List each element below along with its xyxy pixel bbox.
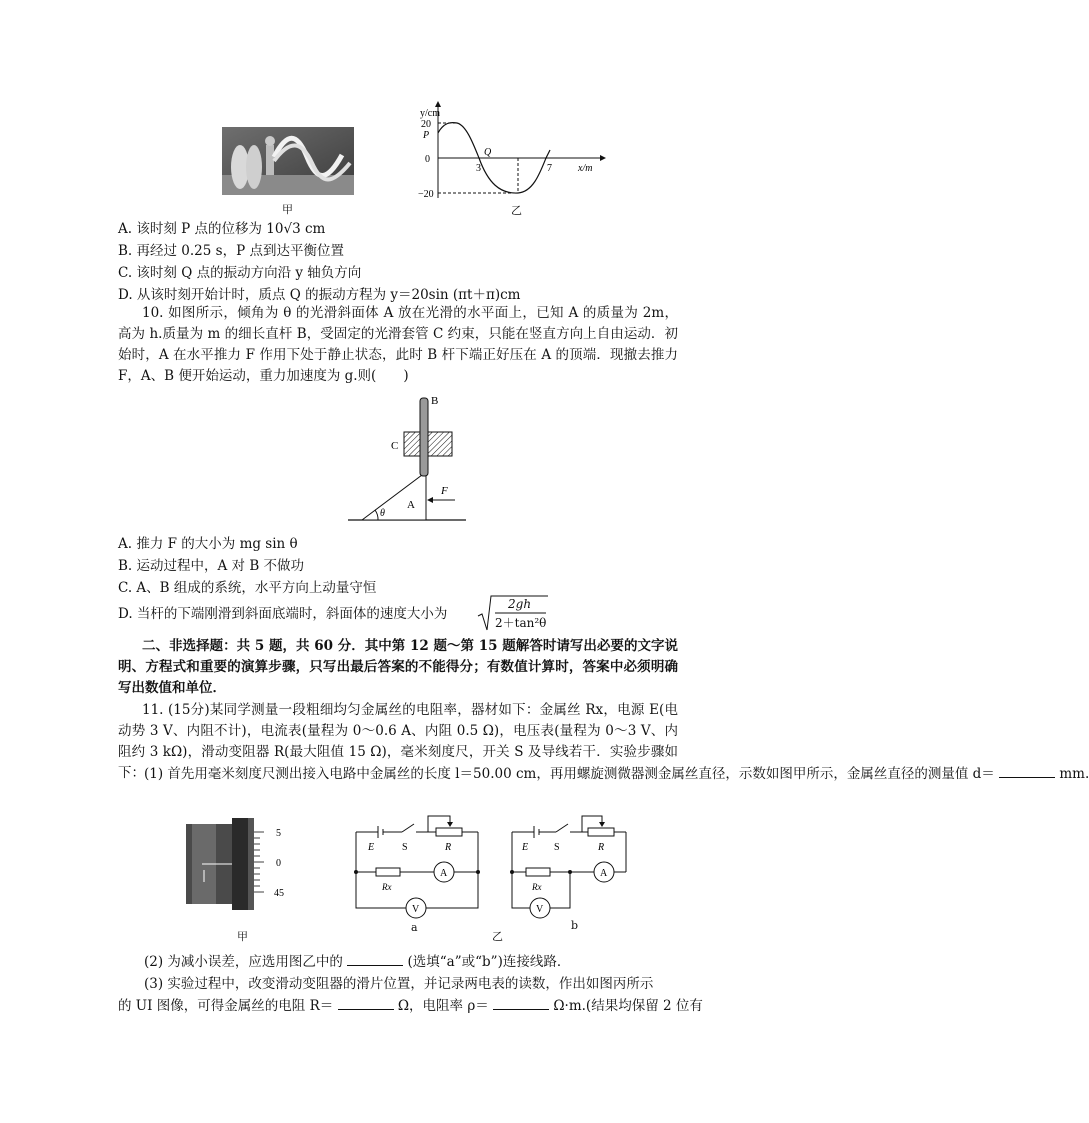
micrometer-caption: 甲	[237, 930, 248, 943]
force-f-label: F	[441, 485, 448, 497]
circuit-b-voltmeter: V	[536, 904, 544, 915]
micrometer-tick-45: 45	[274, 888, 284, 899]
x-tick-3: 3	[476, 163, 481, 174]
q11-part2-text-a: (2) 为减小误差，应选用图乙中的	[144, 954, 343, 970]
q9-option-c: C. 该时刻 Q 点的振动方向沿 y 轴负方向	[118, 265, 362, 281]
wave-graph	[418, 98, 608, 202]
q11-part2-text-b: (选填“a”或“b”)连接线路．	[407, 954, 571, 970]
answer-blank-resistance[interactable]	[338, 997, 394, 1010]
circuit-b-label-e: E	[522, 842, 529, 853]
angle-theta-label: θ	[380, 508, 385, 519]
formula-denominator: 2＋tan²θ	[495, 616, 547, 630]
circuit-a	[350, 810, 482, 922]
q11-part1-unit: mm.	[1059, 766, 1089, 782]
answer-blank-resistivity[interactable]	[493, 997, 549, 1010]
q9-option-b: B. 再经过 0.25 s，P 点到达平衡位置	[118, 243, 344, 259]
q9-option-a: A. 该时刻 P 点的位移为 10√3 cm	[118, 221, 326, 237]
q10-figure	[340, 394, 470, 524]
q10-option-d: D. 当杆的下端刚滑到斜面底端时，斜面体的速度大小为	[118, 606, 448, 622]
q9-option-d: D. 从该时刻开始计时，质点 Q 的振动方程为 y＝20sin (πt＋π)cm	[118, 287, 521, 303]
q10-option-a: A. 推力 F 的大小为 mg sin θ	[118, 536, 298, 552]
answer-blank-circuit[interactable]	[347, 953, 403, 966]
circuits-caption: 乙	[492, 930, 503, 943]
circuit-b-label-s: S	[554, 842, 560, 853]
circuit-b	[506, 810, 630, 922]
formula-numerator: 2gh	[508, 597, 532, 611]
q10-option-b: B. 运动过程中，A 对 B 不做功	[118, 558, 305, 574]
point-q-label: Q	[484, 147, 492, 158]
circuit-a-label-rx: Rx	[382, 882, 392, 892]
y-tick-20: 20	[421, 119, 431, 130]
section2-heading: 二、非选择题：共 5 题，共 60 分．其中第 12 题～第 15 题解答时请写出必要的文字说明、方程式和重要的演算步骤，只写出最后答案的不能得分；有数值计算时，答案中必须明确写出数值和单位．	[118, 638, 678, 696]
circuit-b-label-r: R	[598, 842, 605, 853]
circuit-a-label-s: S	[402, 842, 408, 853]
circuit-a-label-r: R	[445, 842, 452, 853]
q11-part2	[144, 952, 570, 972]
incline-a-label: A	[407, 499, 415, 511]
x-axis-label: x/m	[578, 163, 593, 174]
figure-photo	[222, 127, 354, 195]
q11-part3-line1: (3) 实验过程中，改变滑动变阻器的滑片位置，并记录两电表的读数，作出如图丙所示	[144, 976, 654, 992]
rod-b-label: B	[431, 395, 439, 407]
point-p-label: P	[423, 130, 430, 141]
micrometer-figure	[186, 818, 296, 912]
q11-part3-text-a: 的 UI 图像，可得金属丝的电阻 R＝	[118, 998, 334, 1014]
circuit-b-ammeter: A	[600, 868, 608, 879]
micrometer-tick-0: 0	[276, 858, 281, 869]
graph-caption: 乙	[511, 204, 522, 217]
micrometer-tick-5: 5	[276, 828, 281, 839]
sleeve-c-label: C	[391, 440, 399, 452]
q10-option-c: C. A、B 组成的系统，水平方向上动量守恒	[118, 580, 377, 596]
circuit-a-ammeter: A	[440, 868, 448, 879]
circuit-a-voltmeter: V	[412, 904, 420, 915]
q11-part3-text-b: Ω，电阻率 ρ＝	[397, 998, 489, 1014]
circuit-a-label: a	[411, 921, 418, 934]
y-tick-0: 0	[425, 154, 430, 165]
x-tick-7: 7	[547, 163, 552, 174]
circuit-b-label: b	[571, 919, 579, 932]
q10-option-d-formula	[478, 594, 550, 632]
q11-part3-line2	[118, 996, 703, 1016]
q11-part1	[144, 764, 1089, 784]
q11-stem: 11. (15分)某同学测量一段粗细均匀金属丝的电阻率，器材如下：金属丝 Rx，电源 E(电动势 3 V、内阻不计)，电流表(量程为 0～0.6 A、内阻 0.5 Ω)，电压表(量程为 0～3 V、内阻约 3 kΩ)，滑动变阻器 R(最大阻值 15 Ω)，毫米刻度尺，开关 S 及导线若干．实验步骤如下：	[118, 702, 678, 781]
circuit-a-label-e: E	[368, 842, 375, 853]
circuit-b-label-rx: Rx	[532, 882, 542, 892]
q10-stem: 10. 如图所示，倾角为 θ 的光滑斜面体 A 放在光滑的水平面上，已知 A 的质量为 2m，高为 h.质量为 m 的细长直杆 B，受固定的光滑套管 C 约束，只能在竖直方向上自由运动．初始时，A 在水平推力 F 作用下处于静止状态，此时 B 杆下端正好压在 A 的顶端．现撤去推力 F，A、B 便开始运动，重力加速度为 g.则( )	[118, 305, 678, 384]
y-axis-label: y/cm	[420, 108, 440, 119]
q11-part3-text-c: Ω·m.(结果均保留 2 位有	[553, 998, 703, 1014]
answer-blank-d[interactable]	[999, 765, 1055, 778]
y-tick-neg20: −20	[418, 189, 434, 200]
q11-part1-text: (1) 首先用毫米刻度尺测出接入电路中金属丝的长度 l＝50.00 cm，再用螺旋测微器测金属丝直径，示数如图甲所示，金属丝直径的测量值 d＝	[144, 766, 995, 782]
photo-caption: 甲	[282, 203, 293, 216]
